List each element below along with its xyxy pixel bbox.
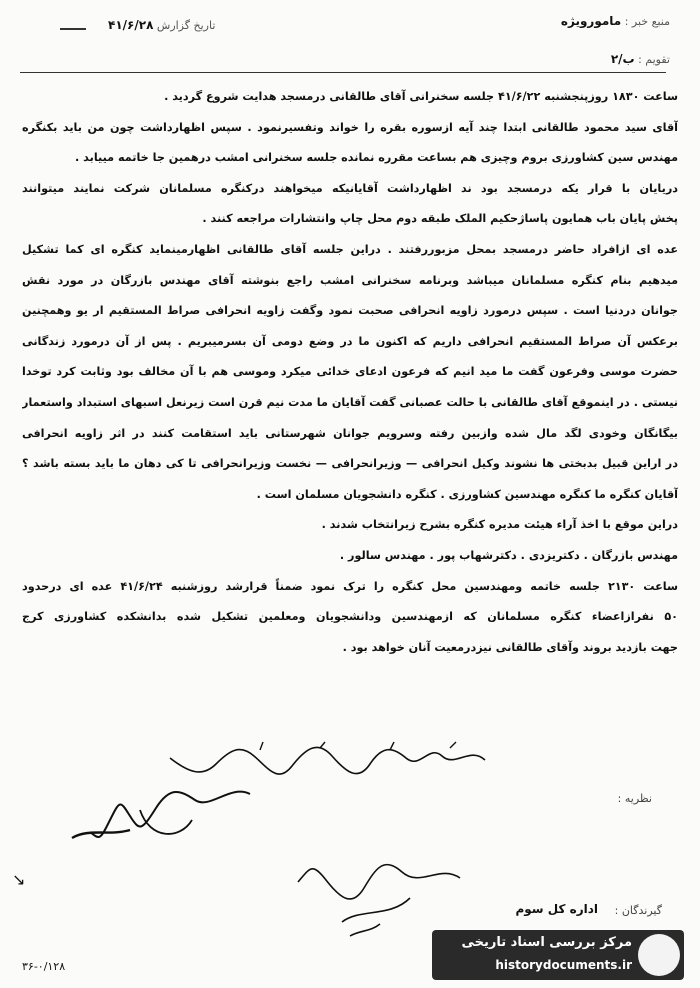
report-line: ساعت ۲۱۳۰ جلسه خاتمه ومهندسین محل کنگره را ترک نمود ضمناً قرارشد روزشنبه ۴۱/۶/۲۴ عده ای درحدود xyxy=(22,579,678,593)
header-mark xyxy=(60,16,86,30)
date-field xyxy=(108,18,215,33)
report-body xyxy=(22,82,678,663)
report-line: جوانان دردنیا است . سپس درمورد زاویه انحرافی صحبت نمود وگفت زاویه انحرافی صراط المستقیم ار یو وهمچنین xyxy=(22,304,678,318)
report-line: میدهیم بنام کنگره مسلمانان میباشد وبرنامه سخنرانی امشب راجع بنوشته آقای مهندس بازرگان در مورد نقش xyxy=(22,273,678,287)
report-line: دریایان با قرار یکه درمسجد بود ند اظهارداشت آقایانیکه میخواهند درکنگره مسلمانان شرکت نمایند میتوانند xyxy=(22,181,678,195)
report-line: آقای سید محمود طالقانی ابتدا چند آیه ازسوره بقره را خواند وتفسیرنمود . سپس اظهارداشت چون من باید بکنگره xyxy=(22,120,678,134)
report-line: پخش پایان باب همایون پاساژحکیم الملک طبقه دوم محل چاپ وانتشارات مراجعه کنند . xyxy=(202,212,678,226)
report-line: حضرت موسی وفرعون گفت ما مید انیم که فرعون ادعای خدائی میکرد وموسی هم با آن مخالف بود وثابت کرد توخدا xyxy=(22,365,678,379)
date-label: تاریخ گزارش xyxy=(156,19,216,32)
report-line: نیستی . در اینموقع آقای طالقانی با حالت عصبانی گفت آقایان ما مدت نیم قرن است زیرنعل اسبهای استبداد واستعمار xyxy=(22,395,678,409)
report-line: دراین موقع با اخذ آراء هیئت مدیره کنگره بشرح زیرانتخاب شدند . xyxy=(321,518,678,532)
report-line: برعکس آن صراط المستقیم انحرافی داریم که اکنون ما در وضع دومی آن بسرمیبریم . پس از آن درمورد زندگانی xyxy=(22,334,678,348)
document-number: ۳۶-۰/۱۲۸ xyxy=(22,960,66,973)
source-value: مامورویژه xyxy=(560,14,622,28)
report-line: عده ای ازافراد حاضر درمسجد بمحل مزبوررفتند . دراین جلسه آقای طالقانی اظهارمینماید کنگره ای کما تشکیل xyxy=(22,242,678,256)
opinion-label: نظریه : xyxy=(617,792,652,805)
watermark-url: historydocuments.ir xyxy=(495,958,632,972)
report-line: جهت بازدید بروند وآقای طالقانی نیزدرمعیت آنان خواهد بود . xyxy=(342,640,678,654)
approval-signature xyxy=(290,858,470,938)
followup-field xyxy=(611,52,670,67)
signature-mark xyxy=(60,780,260,850)
margin-mark: ↘ xyxy=(12,870,26,889)
followup-label: تقویم : xyxy=(638,53,670,66)
source-field xyxy=(561,14,670,29)
date-value: ۴۱/۶/۲۸ xyxy=(108,18,154,32)
watermark-title: مرکز بررسی اسناد تاریخی xyxy=(461,935,632,950)
report-line: آقایان کنگره ما کنگره مهندسین کشاورزی . کنگره دانشجویان مسلمان است . xyxy=(256,487,678,501)
watermark-emblem-icon xyxy=(638,934,680,976)
report-line: مهندس سین کشاورزی بروم وچیزی هم بساعت مقرره نمانده جلسه سخنرانی امشب درهمین جا خاتمه مییابد . xyxy=(75,151,678,165)
recipients-label: گیرندگان : xyxy=(614,904,662,917)
watermark-logo xyxy=(432,930,684,980)
report-line: بیگانگان وخودی لگد مال شده وازبین رفته وسرویم جوانان شهرستانی باید استقامت کنند در اثر زاویه انحرافی xyxy=(22,426,678,440)
header-divider xyxy=(20,72,666,73)
handwritten-note xyxy=(150,738,500,786)
recipients-value: اداره کل سوم xyxy=(515,902,598,916)
report-line: در اراین قبیل بدبختی ها نشوند وکیل انحرافی — وزیرانحرافی — نخست وزیرانحرافی تا کی دهان ما باید بسته باشد ؟ xyxy=(22,457,678,471)
source-label: منبع خبر : xyxy=(624,15,670,28)
report-line: ساعت ۱۸۳۰ روزپنجشنبه ۴۱/۶/۲۲ جلسه سخنرانی آقای طالقانی درمسجد هدایت شروع گردید . xyxy=(164,90,678,103)
followup-value: ب/۲ xyxy=(610,52,635,66)
report-line: مهندس بازرگان . دکتریزدی . دکترشهاب پور . مهندس سالور . xyxy=(339,548,678,562)
report-line: ۵۰ نفرازاعضاء کنگره مسلمانان که ازمهندسین ودانشجویان ومعلمین تشکیل شده بدانشکده کشاورزی کرج xyxy=(22,610,678,624)
